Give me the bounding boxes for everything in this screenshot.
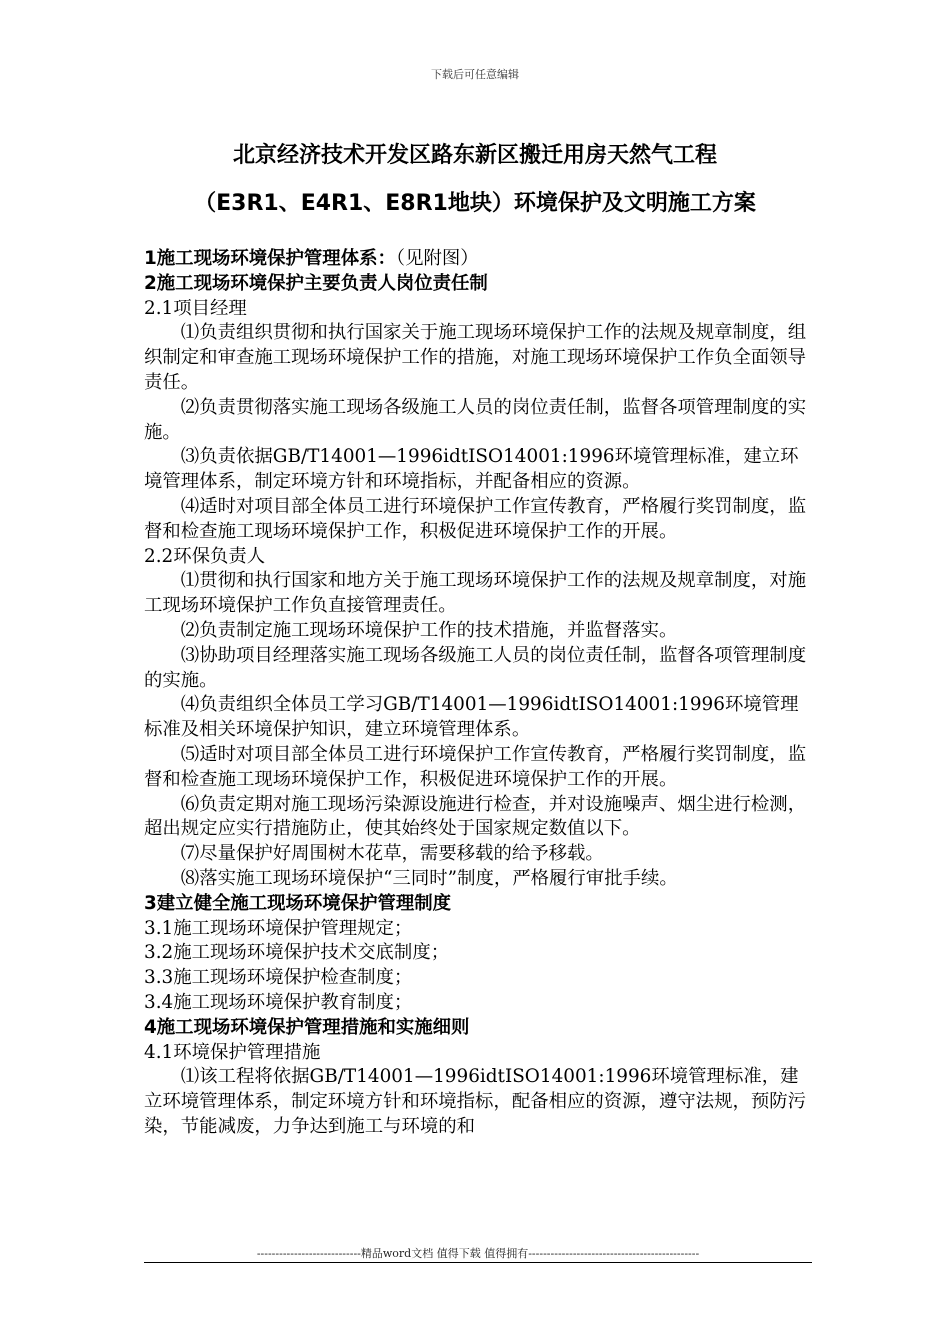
document-title-line-2: （E3R1、E4R1、E8R1地块）环境保护及文明施工方案 [194, 191, 756, 216]
list-item-3-4: 3.4施工现场环境保护教育制度； [144, 991, 413, 1013]
list-item-3-3: 3.3施工现场环境保护检查制度； [144, 967, 413, 989]
section-3-heading: 3建立健全施工现场环境保护管理制度 [144, 892, 452, 914]
subsection-2-1-heading: 2.1项目经理 [144, 297, 247, 319]
paragraph-2-2-5: ⑸适时对项目部全体员工进行环境保护工作宣传教育，严格履行奖罚制度，监督和检查施工现场环境保护工作，积极促进环境保护工作的开展。 [144, 743, 807, 790]
section-4-heading: 4施工现场环境保护管理措施和实施细则 [144, 1016, 470, 1038]
paragraph-2-2-6: ⑹负责定期对施工现场污染源设施进行检查，并对设施噪声、烟尘进行检测，超出规定应实行措施防止，使其始终处于国家规定数值以下。 [144, 793, 807, 840]
paragraph-4-1-1: ⑴该工程将依据GB/T14001—1996idtISO14001:1996环境管理标准，建立环境管理体系，制定环境方针和环境指标，配备相应的资源，遵守法规，预防污染，节能减废，力争达到施工与环境的和 [144, 1066, 807, 1137]
section-1-note: （见附图） [395, 248, 479, 269]
paragraph-2-2-4: ⑷负责组织全体员工学习GB/T14001—1996idtISO14001:1996环境管理标准及相关环境保护知识，建立环境管理体系。 [144, 694, 799, 741]
footer-text: ----------------------------精品word文档 值得下载 值得拥有---------------------------------------------- [256, 1247, 700, 1260]
list-item-3-2: 3.2施工现场环境保护技术交底制度； [144, 942, 450, 964]
paragraph-2-2-3: ⑶协助项目经理落实施工现场各级施工人员的岗位责任制，监督各项管理制度的实施。 [144, 644, 807, 691]
subsection-2-2-heading: 2.2环保负责人 [144, 545, 266, 567]
paragraph-2-1-1: ⑴负责组织贯彻和执行国家关于施工现场环境保护工作的法规及规章制度，组织制定和审查施工现场环境保护工作的措施，对施工现场环境保护工作负全面领导责任。 [144, 322, 807, 393]
header-note: 下载后可任意编辑 [431, 68, 519, 81]
paragraph-2-2-1: ⑴贯彻和执行国家和地方关于施工现场环境保护工作的法规及规章制度，对施工现场环境保护工作负直接管理责任。 [144, 570, 807, 617]
document-title-line-1: 北京经济技术开发区路东新区搬迁用房天然气工程 [232, 143, 717, 168]
paragraph-2-2-2: ⑵负责制定施工现场环境保护工作的技术措施，并监督落实。 [180, 619, 678, 641]
paragraph-2-1-4: ⑷适时对项目部全体员工进行环境保护工作宣传教育，严格履行奖罚制度，监督和检查施工现场环境保护工作，积极促进环境保护工作的开展。 [144, 495, 807, 542]
footer-divider [144, 1262, 812, 1263]
document-body [144, 247, 812, 1140]
section-2-heading: 2施工现场环境保护主要负责人岗位责任制 [144, 272, 488, 294]
paragraph-2-2-8: ⑻落实施工现场环境保护“三同时”制度，严格履行审批手续。 [180, 867, 678, 889]
paragraph-2-1-2: ⑵负责贯彻落实施工现场各级施工人员的岗位责任制，监督各项管理制度的实施。 [144, 396, 807, 443]
list-item-3-1: 3.1施工现场环境保护管理规定； [144, 917, 413, 939]
section-1-title: 1施工现场环境保护管理体系： [144, 248, 396, 269]
paragraph-2-2-7: ⑺尽量保护好周围树木花草，需要移载的给予移载。 [180, 843, 604, 865]
section-1-heading [144, 247, 812, 272]
subsection-4-1-heading: 4.1环境保护管理措施 [144, 1041, 321, 1063]
paragraph-2-1-3: ⑶负责依据GB/T14001—1996idtISO14001:1996环境管理标准，建立环境管理体系，制定环境方针和环境指标，并配备相应的资源。 [144, 446, 799, 493]
